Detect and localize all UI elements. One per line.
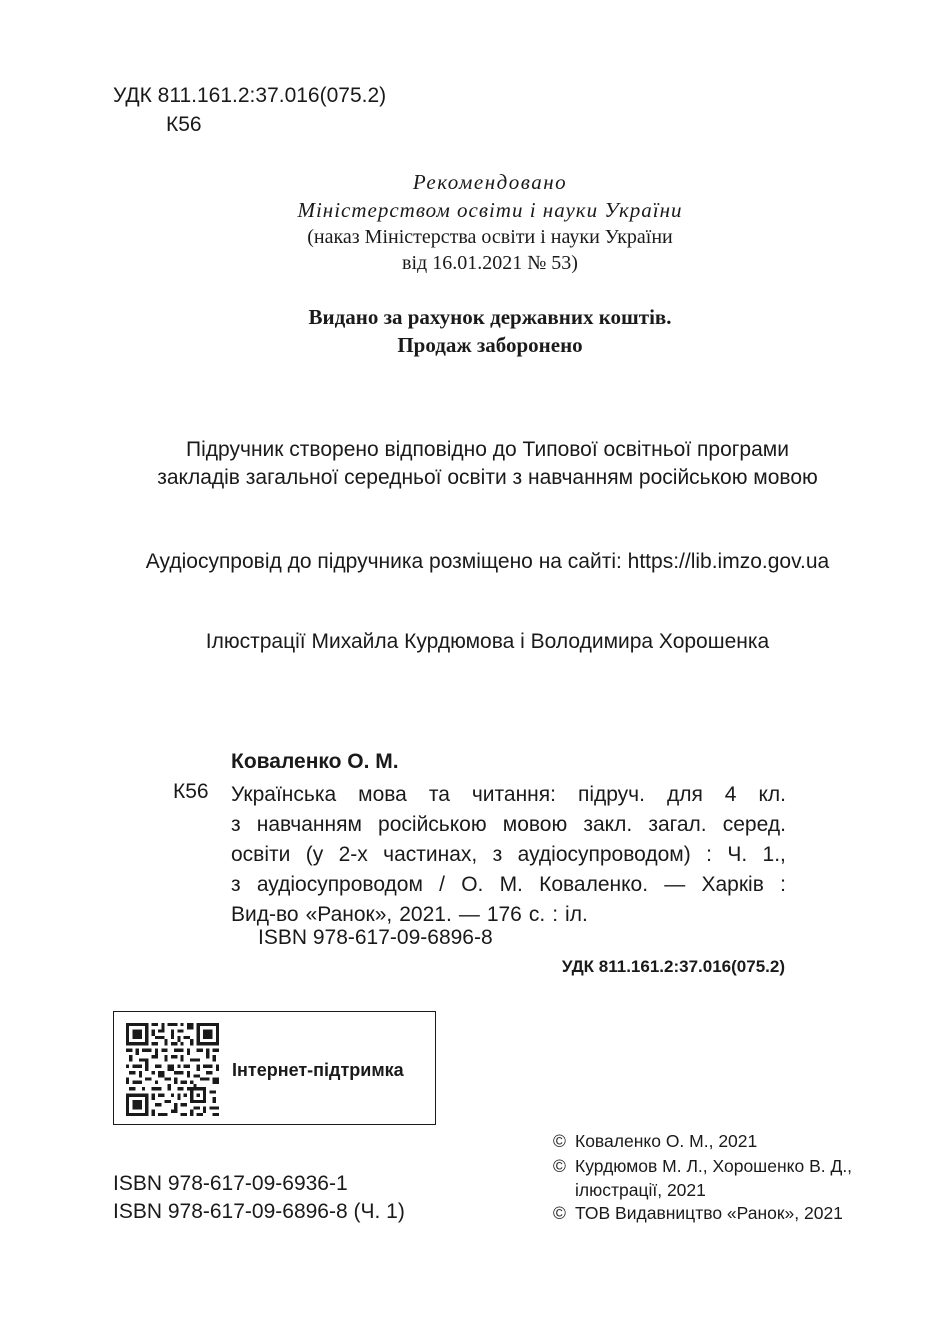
description-word: Вид-во <box>231 903 299 926</box>
illustrations-note: Ілюстрації Михайла Курдюмова і Володимира Хорошенка <box>205 630 770 653</box>
recommendation-order: (наказ Міністерства освіти і науки України <box>307 226 673 248</box>
copyright-symbol: © <box>553 1203 566 1223</box>
catalog-udc: УДК 811.161.2:37.016(075.2) <box>561 957 785 976</box>
description-word: М. <box>499 873 523 896</box>
recommendation-ministry: Міністерством освіти і науки України <box>297 198 683 222</box>
description-word: іл. <box>565 903 588 926</box>
description-word: — <box>664 873 686 896</box>
description-word: та <box>428 783 450 806</box>
catalog-code: К56 <box>166 113 202 136</box>
funding-note: Видано за рахунок державних коштів. <box>308 305 672 329</box>
internet-support-box[interactable] <box>113 1011 436 1125</box>
description-word: 1., <box>762 843 786 866</box>
description-word: з <box>492 843 503 866</box>
description-word: 2021. <box>399 903 452 926</box>
audio-note: Аудіосупровід до підручника розміщено на сайті: https://lib.imzo.gov.ua <box>145 550 830 573</box>
udc-header: УДК 811.161.2:37.016(075.2) <box>113 84 387 107</box>
copyright-illustrations-line: ілюстрації, 2021 <box>575 1180 706 1200</box>
description-word: освіти <box>231 843 291 866</box>
copyright-author: © Коваленко О. М., 2021 <box>553 1131 758 1151</box>
description-word: — <box>458 903 480 926</box>
description-word: з <box>231 813 241 836</box>
description-word: навчанням <box>256 813 362 836</box>
description-word: мовою <box>502 813 568 836</box>
recommendation-title: Рекомендовано <box>412 170 568 194</box>
copyright-publisher: © ТОВ Видавництво «Ранок», 2021 <box>553 1203 843 1223</box>
description-line <box>231 870 786 900</box>
description-word: «Ранок», <box>305 903 393 926</box>
catalog-author: Коваленко О. М. <box>231 750 399 773</box>
description-word: кл. <box>758 783 786 806</box>
description-word: 176 <box>486 903 522 926</box>
catalog-code-left: К56 <box>173 780 209 803</box>
description-word: : <box>552 903 559 926</box>
description-word: / <box>439 873 445 896</box>
description-word: серед. <box>722 813 786 836</box>
description-word: Українська <box>231 783 337 806</box>
catalog-description <box>231 780 786 930</box>
description-word: : <box>706 843 712 866</box>
description-word: мова <box>358 783 407 806</box>
description-word: аудіосупроводом) <box>517 843 691 866</box>
description-word: для <box>666 783 703 806</box>
isbn-set: ISBN 978-617-09-6936-1 <box>113 1172 348 1195</box>
sale-prohibited-note: Продаж заборонено <box>397 333 583 357</box>
description-word: (у <box>305 843 324 866</box>
program-note-line-2: закладів загальної середньої освіти з навчанням російською мовою <box>157 466 818 489</box>
isbn-part-1: ISBN 978-617-09-6896-8 (Ч. 1) <box>113 1200 405 1223</box>
description-word: Харків <box>701 873 764 896</box>
catalog-isbn: ISBN 978-617-09-6896-8 <box>258 926 493 949</box>
qr-code-icon[interactable] <box>126 1023 219 1116</box>
description-line <box>231 840 786 870</box>
description-word: підруч. <box>577 783 645 806</box>
description-word: 2-х <box>338 843 368 866</box>
description-word: російською <box>378 813 487 836</box>
description-word: : <box>780 873 786 896</box>
internet-support-label: Інтернет-підтримка <box>232 1060 404 1080</box>
copyright-illustrators: © Курдюмов М. Л., Хорошенко В. Д., <box>553 1156 853 1176</box>
description-word: аудіосупроводом <box>256 873 423 896</box>
description-word: Ч. <box>727 843 748 866</box>
description-word: О. <box>461 873 484 896</box>
description-line <box>231 810 786 840</box>
description-word: читання: <box>471 783 556 806</box>
description-line <box>231 780 786 810</box>
description-word: частинах, <box>383 843 478 866</box>
recommendation-date: від 16.01.2021 № 53) <box>402 252 578 274</box>
description-word: з <box>231 873 241 896</box>
copyright-symbol: © <box>553 1156 566 1176</box>
description-word: с. <box>528 903 546 926</box>
description-word: 4 <box>724 783 737 806</box>
copyright-symbol: © <box>553 1131 566 1151</box>
description-word: Коваленко. <box>539 873 649 896</box>
program-note-line-1: Підручник створено відповідно до Типової освітньої програми <box>186 438 789 461</box>
description-word: закл. <box>583 813 633 836</box>
description-word: загал. <box>648 813 707 836</box>
